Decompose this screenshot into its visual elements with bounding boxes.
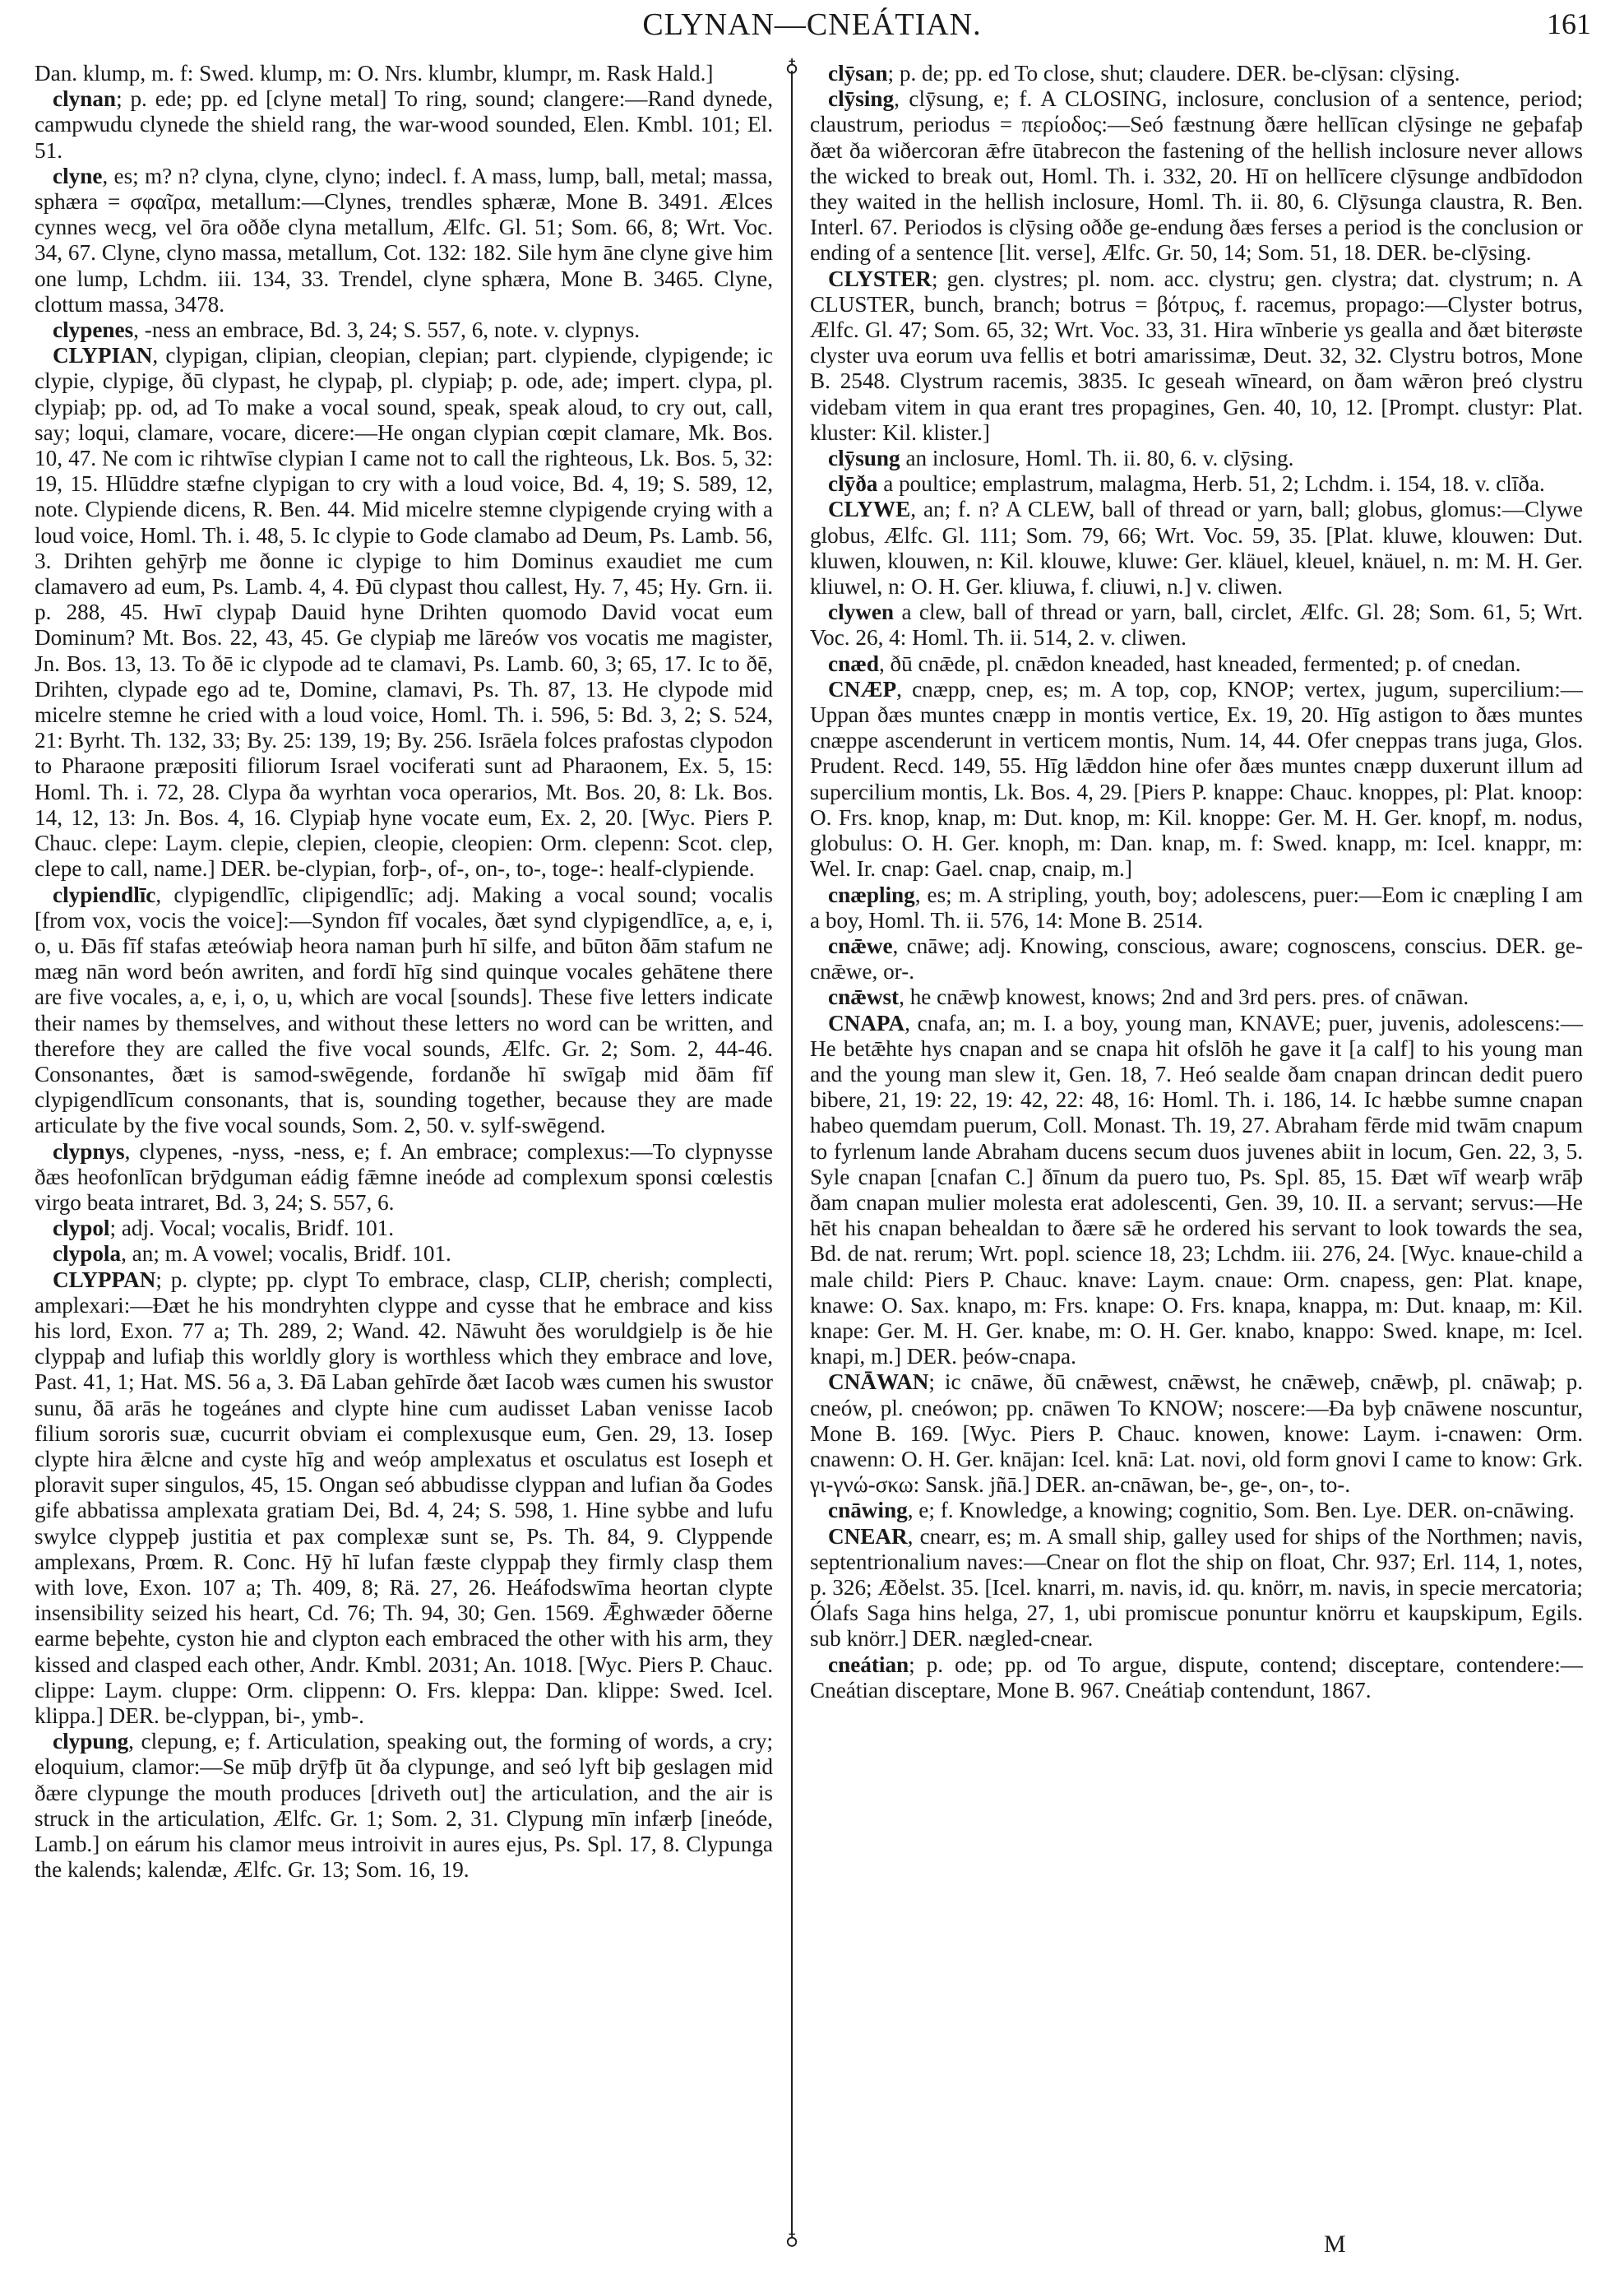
entry-headword: cnǣwst: [828, 984, 900, 1010]
entry-headword: clywen: [828, 600, 895, 625]
dictionary-entry: [810, 933, 1583, 984]
entry-definition: , -ness an embrace, Bd. 3, 24; S. 557, 6, note. v. clypnys.: [133, 317, 641, 343]
signature-mark: M: [1324, 2231, 1346, 2258]
dictionary-entry: [810, 600, 1583, 651]
entry-headword: CNÆP: [828, 676, 897, 702]
entry-definition: , clypigendlīc, clipigendlīc; adj. Making a vocal sound; vocalis [from vox, vocis the voice]:—Syndon fīf vocales, ðæt synd clypigendlīce, a, e, i, o, u. Ðās fīf stafas æteówiaþ heora naman þurh hī silfe, and būton ðām stafum ne mæg nān word beón awriten, and fordī hīg sind quinque vocales gehātene there are five vocales, a, e, i, o, u, which are vocal [sounds]. These five letters indicate their names by themselves, and without these letters no word can be written, and therefore they are called the five vocal sounds, Ælfc. Gr. 2; Som. 2, 44-46. Consonantes, ðæt is samod-swēgende, fordanðe hī swīgaþ mid ðām fīf clypigendlīcum consonants, that is, sounding together, because they are made articulate by the five vocal sounds, Som. 2, 50. v. sylf-swēgend.: [35, 882, 773, 1138]
entry-definition: , an; f. n? A CLEW, ball of thread or yarn, ball; globus, glomus:—Clywe globus, Ælfc. Gl. 111; Som. 79, 66; Wrt. Voc. 59, 35. [Plat. kluwe, klouwen: Dut. kluwen, klouwen, n: Kil. klouwe, kluwe: Ger. kläuel, kleuel, knäuel, n. m: M. H. Ger. kliuwel, n: O. H. Ger. kliuwa, f. cliuwi, n.] v. cliwen.: [810, 497, 1583, 600]
dictionary-entry: [810, 1369, 1583, 1498]
page-header: [33, 7, 1591, 48]
dictionary-entry: [35, 1241, 773, 1267]
dictionary-entry: [35, 343, 773, 882]
entry-headword: CLYPPAN: [53, 1267, 156, 1292]
entry-definition: , cnearr, es; m. A small ship, galley used for ships of the Northmen; navis, septentrionalium naves:—Cnear on flot the ship on float, Chr. 937; Erl. 114, 1, notes, p. 326; Æðelst. 35. [Icel. knarri, m. navis, id. qu. knörr, m. navis, in specie mercatoria; Ólafs Saga hins helga, 27, 1, ubi promiscue ponuntur knörru et kaupskipum, Egils. sub knörr.] DER. nægled-cnear.: [810, 1523, 1583, 1652]
entry-headword: cnāwing: [828, 1498, 908, 1523]
entry-definition: , clypenes, -nyss, -ness, e; f. An embrace; complexus:—To clypnysse ðæs heofonlīcan brȳdguman eádig fǣmne ineóde ad complexum sponsi cœlestis virgo beata intraret, Bd. 3, 24; S. 557, 6.: [35, 1138, 773, 1215]
entry-definition: , cnafa, an; m. I. a boy, young man, KNAVE; puer, juvenis, adolescens:—He betǣhte hys cnapan and se cnapa hit ofslōh he gave it [a calf] to his young man and the young man slew it, Gen. 18, 7. Heó sealde ðam cnapan drincan dedit puero bibere, 21, 19: 22, 19: 42, 22: 48, 16: Homl. Th. i. 186, 14. Ic hæbbe sumne cnapan habeo quemdam puerum, Coll. Monast. Th. 19, 27. Abraham fērde mid twām cnapum to fyrlenum lande Abraham ducens secum duos juvenes abiit in locum, Gen. 22, 3, 5. Syle cnapan [cnafan C.] ðīnum da puero tuo, Ps. Spl. 85, 15. Ðæt wīf wearþ wrāþ ðam cnapan mulier molesta erat adolescenti, Gen. 39, 10. II. a servant; servus:—He hēt his cnapan behealdan to ðære sǣ he ordered his servant to look towards the sea, Bd. de nat. rerum; Wrt. popl. science 18, 23; Lchdm. iii. 276, 24. [Wyc. knaue-child a male child: Piers P. Chauc. knave: Laym. cnaue: Orm. cnapess, gen: Plat. knape, knawe: O. Sax. knapo, m: Frs. knape: O. Frs. knapa, knappa, m: Dut. knaap, m: Kil. knape: Ger. M. H. Ger. knabe, m: O. H. Ger. knabo, knappo: Swed. knape, m: Icel. knapi, m.] DER. þeów-cnapa.: [810, 1010, 1583, 1369]
dictionary-entry: [810, 1652, 1583, 1703]
dictionary-entry: [810, 471, 1583, 497]
divider-ornament-bottom-icon: ♁: [784, 2228, 799, 2249]
entry-headword: CLYWE: [828, 497, 911, 522]
entry-definition: ; adj. Vocal; vocalis, Bridf. 101.: [109, 1216, 395, 1241]
entry-headword: cneátian: [828, 1652, 909, 1677]
entry-headword: clypola: [53, 1241, 122, 1267]
entry-headword: CNAPA: [828, 1010, 905, 1035]
dictionary-entry: [810, 1498, 1583, 1523]
dictionary-entry: [810, 651, 1583, 677]
entry-definition: , cnæpp, cnep, es; m. A top, cop, KNOP; vertex, jugum, supercilium:—Uppan ðæs muntes cnæpp in montis vertice, Ex. 19, 20. Hīg astigon to ðæs muntes cnæppe ascenderunt in verticem montis, Num. 14, 44. Ofer cneppas trans juga, Glos. Prudent. Recd. 149, 55. Hīg lǣddon hine ofer ðæs muntes cnæpp duxerunt illum ad supercilium montis, Lk. Bos. 4, 29. [Piers P. knappe: Chauc. knoppes, pl: Plat. knoop: O. Frs. knop, knap, m: Dut. knop, m: Kil. knoppe: Ger. M. H. Ger. knopf, m. nodus, globulus: O. H. Ger. knoph, m: Dan. knap, m. f: Swed. knapp, m: Icel. knappr, m: Wel. Ir. cnap: Gael. cnap, cnaip, m.]: [810, 676, 1583, 882]
entry-headword: cnæpling: [828, 882, 915, 907]
entry-definition: a clew, ball of thread or yarn, ball, circlet, Ælfc. Gl. 28; Som. 61, 5; Wrt. Voc. 26, 4: Homl. Th. ii. 514, 2. v. cliwen.: [810, 600, 1583, 651]
entry-definition: ; ic cnāwe, ðū cnǣwest, cnǣwst, he cnǣweþ, cnǣwþ, pl. cnāwaþ; p. cneów, pl. cneówon; pp. cnāwen To KNOW; noscere:—Ða byþ cnāwene noscuntur, Mone B. 169. [Wyc. Piers P. Chauc. knowen, knowe: Laym. i-cnawen: Orm. cnawenn: O. H. Ger. knājan: Icel. knā: Lat. novi, old form gnovi I came to know: Grk. γι-γνώ-σκω: Sansk. jñā.] DER. an-cnāwan, be-, ge-, on-, to-.: [810, 1369, 1583, 1498]
entry-headword: clynan: [53, 86, 117, 112]
entry-definition: ; p. clypte; pp. clypt To embrace, clasp, CLIP, cherish; complecti, amplexari:—Ðæt he his mondryhten clyppe and cysse that he embrace and kiss his lord, Exon. 77 a; Th. 289, 2; Wand. 42. Nāwuht ðes woruldgielp is ðe hie clyppaþ and lufiaþ this worldly glory is worthless which they embrace and love, Past. 41, 1; Hat. MS. 56 a, 3. Ðā Laban gehīrde ðæt Iacob wæs cumen his swustor sunu, ðā arās he togeánes and clypte hine cum audisset Laban venisse Iacob filium sororis suæ, cucurrit obviam ei complexusque eum, Gen. 29, 13. Iosep clypte hira ǣlcne and cyste hīg and weóp amplexatus et osculatus est Ioseph et ploravit super singulos, 45, 15. Ongan seó abbudisse clyppan and lufian ða Godes gife abbatissa amplexata gratiam Dei, Bd. 4, 24; S. 598, 1. Hine sybbe and lufu swylce clyppeþ justitia et pax complexæ sunt se, Ps. Th. 84, 9. Clyppende amplexans, Prœm. R. Conc. Hȳ hī lufan fæste clyppaþ they firmly clasp them with love, Exon. 107 a; Th. 409, 8; Rä. 27, 26. Heáfodswīma heortan clypte insensibility seized his heart, Cd. 76; Th. 94, 30; Gen. 1569. Ǣghwæder ōðerne earme beþehte, cyston hie and clypton each embraced the other with his arm, they kissed and clasped each other, Andr. Kmbl. 2031; An. 1018. [Wyc. Piers P. Chauc. clippe: Laym. cluppe: Orm. clippenn: O. Frs. kleppa: Dan. klippe: Swed. Icel. klippa.] DER. be-clyppan, bi-, ymb-.: [35, 1267, 773, 1728]
entry-headword: clȳsung: [828, 446, 900, 471]
dictionary-entry: [810, 1011, 1583, 1370]
entry-headword: clȳða: [828, 471, 878, 497]
dictionary-entry: [35, 1267, 773, 1730]
entry-definition: , clepung, e; f. Articulation, speaking out, the forming of words, a cry; eloquium, clamor:—Se mūþ drȳfþ ūt ða clypunge, and seó lyft biþ geslagen mid ðære clypunge the mouth produces [driveth out] the articulation, and the air is struck in the articulation, Ælfc. Gr. 1; Som. 2, 31. Clypung mīn infærþ [ineóde, Lamb.] on eárum his clamor meus introivit in aures ejus, Ps. Spl. 17, 8. Clypunga the kalends; kalendæ, Ælfc. Gr. 13; Som. 16, 19.: [35, 1729, 773, 1883]
entry-definition: , cnāwe; adj. Knowing, conscious, aware; cognoscens, conscius. DER. ge-cnǣwe, or-.: [810, 933, 1583, 984]
column-divider: [791, 71, 793, 2234]
entry-headword: clȳsing: [828, 86, 895, 112]
dictionary-entry: [810, 446, 1583, 471]
left-column: [35, 61, 773, 1883]
entry-definition: , an; m. A vowel; vocalis, Bridf. 101.: [121, 1241, 451, 1267]
entry-definition: a poultice; emplastrum, malagma, Herb. 51, 2; Lchdm. i. 154, 18. v. clīða.: [877, 471, 1545, 497]
entry-definition: ; p. ede; pp. ed [clyne metal] To ring, sound; clangere:—Rand dynede, campwudu clynede the shield rang, the war-wood sounded, Elen. Kmbl. 101; El. 51.: [35, 86, 773, 163]
entry-headword: clypol: [53, 1216, 110, 1241]
dictionary-entry: [810, 266, 1583, 446]
dictionary-entry: [35, 1216, 773, 1241]
entry-headword: clypenes: [53, 317, 134, 343]
dictionary-entry: [810, 984, 1583, 1010]
dictionary-entry: [35, 1139, 773, 1216]
entry-definition: , clypigan, clipian, cleopian, clepian; part. clypiende, clypigende; ic clypie, clypige, ðū clypast, he clypaþ, pl. clypiaþ; p. ode, ade; impert. clypa, pl. clypiaþ; pp. od, ad To make a vocal sound, speak, speak aloud, to cry out, call, say; loqui, clamare, vocare, dicere:—He ongan clypian cœpit clamare, Mk. Bos. 10, 47. Ne com ic rihtwīse clypian I came not to call the righteous, Lk. Bos. 5, 32: 19, 15. Hlūddre stæfne clypigan to cry with a loud voice, Bd. 4, 19; S. 589, 12, note. Clypiende dicens, R. Ben. 44. Mid micelre stemne clypigende crying with a loud voice, Homl. Th. i. 48, 5. Ic clypie to Gode clamabo ad Deum, Ps. Lamb. 56, 3. Drihten gehȳrþ me ðonne ic clypige to him Dominus exaudiet me cum clamavero ad eum, Ps. Lamb. 4, 4. Ðū clypast thou callest, Hy. 7, 45; Hy. Grn. ii. p. 288, 45. Hwī clypaþ Dauid hyne Drihten quomodo David vocat eum Dominum? Mt. Bos. 22, 43, 45. Ge clypiaþ me lāreów vos vocatis me magister, Jn. Bos. 13, 13. To ðē ic clypode ad te clamavi, Ps. Lamb. 60, 3; 65, 17. Ic to ðē, Drihten, clypade ego ad te, Domine, clamavi, Ps. Th. 87, 13. He clypode mid micelre stemne he cried with a loud voice, Homl. Th. i. 596, 5: Bd. 3, 2; S. 524, 21: Byrht. Th. 132, 33; By. 25: 139, 19; By. 256. Isrāela folces prafostas clypodon to Pharaone præpositi filiorum Israel vociferati sunt ad Pharaonem, Ex. 5, 15: Homl. Th. i. 72, 28. Clypa ða wyrhtan voca operarios, Mt. Bos. 20, 8: Lk. Bos. 14, 12, 13: Jn. Bos. 4, 16. Clypiaþ hyne vocate eum, Ex. 2, 20. [Wyc. Piers P. Chauc. clepe: Laym. clepie, clepien, cleopie, cleopien: Orm. clepenn: Scot. clep, clepe to call, name.] DER. be-clypian, forþ-, of-, on-, to-, toge-: healf-clypiende.: [35, 343, 773, 882]
entry-definition: , es; m. A stripling, youth, boy; adolescens, puer:—Eom ic cnæpling I am a boy, Homl. Th. ii. 576, 14: Mone B. 2514.: [810, 882, 1583, 933]
dictionary-entry: [810, 497, 1583, 600]
entry-headword: CLYSTER: [828, 266, 932, 291]
entry-headword: clyne: [53, 163, 103, 188]
entry-definition: , e; f. Knowledge, a knowing; cognitio, Som. Ben. Lye. DER. on-cnāwing.: [907, 1498, 1575, 1523]
entry-headword: clȳsan: [828, 61, 888, 86]
entry-headword: clypnys: [53, 1138, 125, 1164]
entry-definition: ; p. ode; pp. od To argue, dispute, contend; disceptare, contendere:—Cneátian disceptare, Mone B. 967. Cneátiaþ contendunt, 1867.: [810, 1652, 1583, 1702]
entry-headword: CNĀWAN: [828, 1369, 929, 1395]
entry-definition: , he cnǣwþ knowest, knows; 2nd and 3rd pers. pres. of cnāwan.: [899, 984, 1469, 1010]
dictionary-entry: [810, 1524, 1583, 1652]
dictionary-entry: [810, 883, 1583, 933]
dictionary-entry: [35, 164, 773, 317]
entry-definition: , ðū cnǣde, pl. cnǣdon kneaded, hast kneaded, fermented; p. of cnedan.: [878, 651, 1521, 676]
running-title: CLYNAN—CNEÁTIAN.: [642, 7, 982, 42]
entry-headword: cnǣwe: [828, 933, 893, 958]
entry-headword: CNEAR: [828, 1523, 908, 1549]
dictionary-entry: [35, 317, 773, 343]
dictionary-entry: [35, 61, 773, 86]
dictionary-entry: [35, 1729, 773, 1883]
page-number: 161: [1547, 7, 1591, 40]
entry-headword: CLYPIAN: [53, 343, 153, 368]
right-column: [810, 61, 1583, 1703]
dictionary-entry: [35, 86, 773, 164]
dictionary-entry: [35, 883, 773, 1139]
entry-definition: Dan. klump, m. f: Swed. klump, m: O. Nrs. klumbr, klumpr, m. Rask Hald.]: [35, 61, 714, 86]
dictionary-entry: [810, 61, 1583, 86]
entry-headword: clypung: [53, 1729, 129, 1754]
entry-definition: , clȳsung, e; f. A CLOSING, inclosure, conclusion of a sentence, period; claustrum, periodus = περίοδος:—Seó fæstnung ðære hellīcan clȳsinge ne geþafaþ ðæt ða wiðercoran ǣfre ūtabrecon the fastening of the hellish inclosure never allows the wicked to break out, Homl. Th. i. 332, 20. Hī on hellīcere clȳsunge andbīdodon they waited in the hellish inclosure, Homl. Th. ii. 80, 6. Clȳsunga claustra, R. Ben. Interl. 67. Periodos is clȳsing oððe ge-endung ðæs ferses a period is the conclusion or ending of a sentence [lit. verse], Ælfc. Gr. 50, 14; Som. 51, 18. DER. be-clȳsing.: [810, 86, 1583, 266]
entry-definition: ; p. de; pp. ed To close, shut; claudere. DER. be-clȳsan: clȳsing.: [887, 61, 1460, 86]
entry-headword: cnæd: [828, 651, 879, 676]
entry-definition: ; gen. clystres; pl. nom. acc. clystru; gen. clystra; dat. clystrum; n. A CLUSTER, bunch, branch; botrus = βότρυς, f. racemus, propago:—Clyster botrus, Ælfc. Gl. 47; Som. 65, 32; Wrt. Voc. 33, 31. Hira wīnberie ys gealla and ðæt biterøste clyster uva eorum uva fellis et botri amarissimæ, Deut. 32, 32. Clystru botros, Mone B. 2548. Clystrum racemis, 3835. Ic geseah wīneard, on ðam wǣron þreó clystru videbam vitem in qua erant tres propagines, Gen. 40, 10, 12. [Prompt. clustyr: Plat. kluster: Kil. klister.]: [810, 266, 1583, 445]
entry-definition: an inclosure, Homl. Th. ii. 80, 6. v. clȳsing.: [900, 446, 1294, 471]
dictionary-entry: [810, 86, 1583, 266]
entry-headword: clypiendlīc: [53, 882, 156, 907]
divider-ornament-top-icon: ♁: [784, 55, 799, 76]
entry-definition: , es; m? n? clyna, clyne, clyno; indecl. f. A mass, lump, ball, metal; massa, sphæra = σφαῖρα, metallum:—Clynes, trendles sphæræ, Mone B. 3491. Ælces cynnes wecg, vel ōra oððe clyna metallum, Ælfc. Gl. 51; Som. 66, 8; Wrt. Voc. 34, 67. Clyne, clyno massa, metallum, Cot. 132: 182. Sile hym āne clyne give him one lump, Lchdm. iii. 134, 33. Trendel, clyne sphæra, Mone B. 3465. Clyne, clottum massa, 3478.: [35, 163, 773, 317]
dictionary-entry: [810, 677, 1583, 883]
